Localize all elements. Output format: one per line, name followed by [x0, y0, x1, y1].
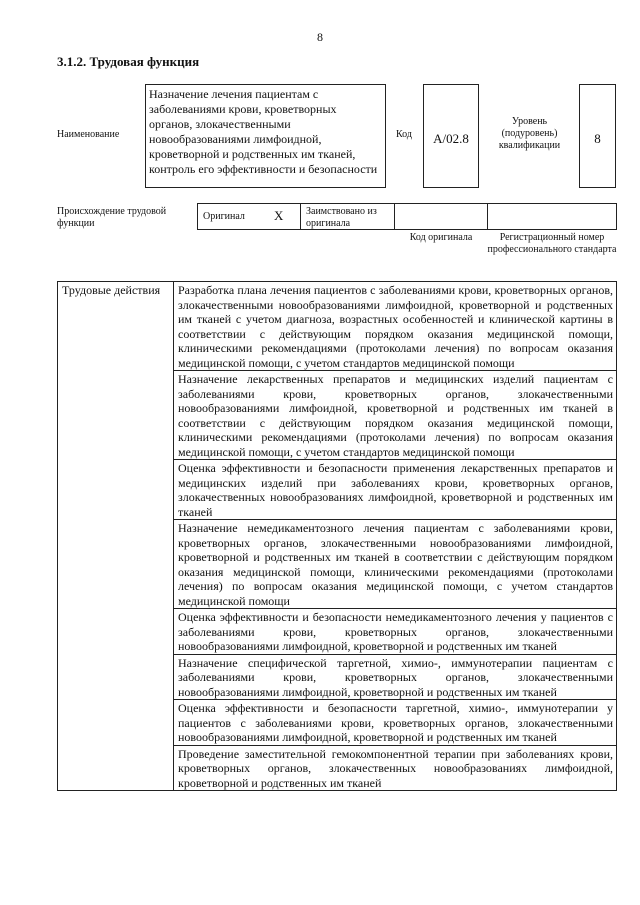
action-item: Разработка плана лечения пациентов с заболеваниями крови, кроветворных органов, злокачественными новообразованиями лимфоидной, кроветворной и родственных им тканей с учетом диагноза, возрастных особенностей и клинической картины в соответствии с действующим порядком оказания медицинской помощи, клиническими рекомендациями (протоколами лечения) по вопросам оказания медицинской помощи, с учетом стандартов медицинской помощи — [174, 282, 617, 371]
action-item: Назначение немедикаментозного лечения пациентам с заболеваниями крови, кроветворных органов, злокачественными новообразованиями лимфоидной, кроветворной и родственных им тканей в соответствии с действующим порядком оказания медицинской помощи, клиническими рекомендациями (протоколами лечения) по вопросам оказания медицинской помощи, с учетом стандартов медицинской помощи — [174, 520, 617, 609]
actions-label: Трудовые действия — [58, 282, 174, 791]
original-label: Оригинал — [203, 211, 245, 222]
action-item: Оценка эффективности и безопасности таргетной, химио-, иммунотерапии у пациентов с заболеваниями крови, кроветворных органов, злокачественными новообразованиями лимфоидной, кроветворной и родственных им тканей — [174, 700, 617, 746]
code-value-box: А/02.8 — [423, 84, 479, 188]
borrowed-cell — [300, 203, 395, 230]
table-row — [58, 282, 617, 371]
section-title: 3.1.2. Трудовая функция — [57, 54, 200, 69]
action-item: Оценка эффективности и безопасности применения лекарственных препаратов и медицинских изделий при заболеваниях крови, кроветворных органов, злокачественных новообразованиях лимфоидной, кроветворной и родственных им тканей — [174, 460, 617, 520]
function-name-box: Назначение лечения пациентам с заболеваниями крови, кроветворных органов, злокачественными новообразованиями лимфоидной, кроветворной и родственных им тканей, контроль его эффективности и безопасности — [145, 84, 386, 188]
original-mark: X — [274, 208, 284, 223]
level-value-box: 8 — [579, 84, 616, 188]
borrowed-label: Заимствовано из оригинала — [306, 206, 377, 229]
action-item: Назначение лекарственных препаратов и медицинских изделий пациентам с заболеваниями крови, кроветворных органов, злокачественными новообразованиями лимфоидной, кроветворной и родственных им тканей в соответствии с действующим порядком оказания медицинской помощи, клиническими рекомендациями (протоколами лечения) по вопросам оказания медицинской помощи, с учетом стандартов медицинской помощи — [174, 371, 617, 460]
original-cell — [197, 203, 301, 230]
level-label: Уровень (подуровень) квалификации — [498, 116, 561, 151]
action-item: Проведение заместительной гемокомпонентной терапии при заболеваниях крови, кроветворных органов, злокачественных новообразованиях лимфоидной, кроветворной и родственных им тканей — [174, 745, 617, 791]
labor-actions-table — [57, 281, 617, 791]
origin-label: Происхождение трудовой функции — [57, 206, 167, 229]
reg-number-caption: Регистрационный номер профессионального стандарта — [487, 232, 617, 255]
page-number: 8 — [317, 30, 323, 44]
name-label: Наименование — [57, 129, 120, 140]
action-item: Оценка эффективности и безопасности немедикаментозного лечения у пациентов с заболеваниями крови, кроветворных органов, злокачественными новообразованиями лимфоидной, кроветворной и родственных им тканей — [174, 609, 617, 655]
code-label: Код — [396, 129, 412, 140]
code-original-caption: Код оригинала — [409, 232, 473, 243]
action-item: Назначение специфической таргетной, химио-, иммунотерапии пациентам с заболеваниями крови, кроветворных органов, злокачественными новообразованиями лимфоидной, кроветворной и родственных им тканей — [174, 654, 617, 700]
reg-number-cell — [487, 203, 617, 230]
code-original-cell — [394, 203, 488, 230]
